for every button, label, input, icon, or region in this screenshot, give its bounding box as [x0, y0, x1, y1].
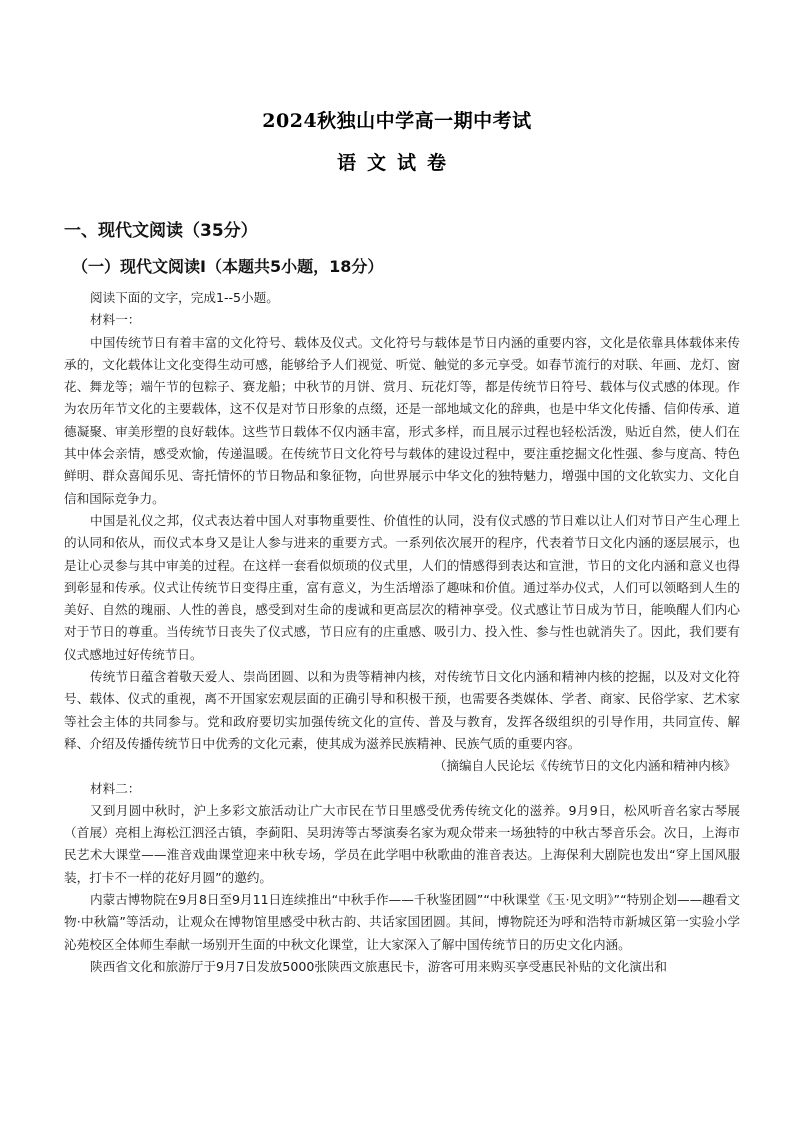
section-heading: 一、现代文阅读（35分）	[64, 221, 258, 241]
material-one-paragraph-1: 中国传统节日有着丰富的文化符号、载体及仪式。文化符号与载体是节日内涵的重要内容，文化是依靠具体载体来传承的，文化载体让文化变得生动可感，能够给予人们视觉、听觉、触觉的多元享受。如春节流行的对联、年画、龙灯、窗花、舞龙等；端午节的包粽子、赛龙船；中秋节的月饼、赏月、玩花灯等，都是传统节日符号、载体与仪式感的体现。作为农历年节文化的主要载体，这不仅是对节日形象的点缀，还是一部地域文化的辞典，也是中华文化传播、信仰传承、道德凝聚、审美形塑的良好载体。这些节日载体不仅内涵丰富，形式多样，而且展示过程也轻松活泼，贴近自然，使人们在其中体会亲情，感受欢愉，传递温暖。在传统节日文化符号与载体的建设过程中，要注重挖掘文化性强、参与度高、特色鲜明、群众喜闻乐见、寄托情怀的节日物品和象征物，向世界展示中华文化的独特魅力，增强中国的文化软实力、文化自信和国际竞争力。	[64, 334, 740, 506]
material-two-paragraph-3: 陕西省文化和旅游厅于9月7日发放5000张陕西文旅惠民卡，游客可用来购买享受惠民补贴的文化演出和	[90, 958, 668, 974]
material-one-source: （摘编自人民论坛《传统节日的文化内涵和精神内核》	[433, 758, 736, 774]
exam-subtitle: 语文试卷	[336, 152, 457, 174]
material-two-label: 材料二：	[90, 780, 141, 796]
material-one-paragraph-3: 传统节日蕴含着敬天爱人、崇尚团圆、以和为贵等精神内核，对传统节日文化内涵和精神内核的挖掘，以及对文化符号、载体、仪式的重视，离不开国家宏观层面的正确引导和积极干预，也需要各类媒体、学者、商家、民俗学家、艺术家等社会主体的共同参与。党和政府要切实加强传统文化的宣传、普及与教育，发挥各级组织的引导作用，共同宣传、解释、介绍及传播传统节日中优秀的文化元素，使其成为滋养民族精神、民族气质的重要内容。	[64, 669, 740, 751]
material-one-paragraph-2: 中国是礼仪之邦，仪式表达着中国人对事物重要性、价值性的认同，没有仪式感的节日难以让人们对节日产生心理上的认同和依从，而仪式本身又是让人参与进来的重要方式。一系列依次展开的程序，代表着节日文化内涵的逐层展示，也是让心灵参与其中审美的过程。在这样一套看似烦琐的仪式里，人们的情感得到表达和宣泄，节日的文化内涵和意义也得到彰显和传承。仪式让传统节日变得庄重，富有意义，为生活增添了趣味和价值。通过举办仪式，人们可以领略到人生的美好、自然的瑰丽、人性的善良，感受到对生命的虔诚和更高层次的精神享受。仪式感让节日成为节日，能唤醒人们内心对于节日的尊重。当传统节日丧失了仪式感，节日应有的庄重感、吸引力、投入性、参与性也就消失了。因此，我们要有仪式感地过好传统节日。	[64, 512, 740, 662]
material-two-paragraph-2: 内蒙古博物院在9月8日至9月11日连续推出“中秋手作——千秋鉴团圆”“中秋课堂《玉·见文明》”“特别企划——趣看文物·中秋篇”等活动，让观众在博物馆里感受中秋古韵、共话家国团圆。其间，博物院还为呼和浩特市新城区第一实验小学沁苑校区全体师生奉献一场别开生面的中秋文化课堂，让大家深入了解中国传统节日的历史文化内涵。	[64, 892, 740, 952]
reading-passage	[64, 287, 740, 978]
instruction: 阅读下面的文字，完成1--5小题。	[90, 290, 279, 305]
exam-title: 2024秋独山中学高一期中考试	[262, 110, 532, 132]
material-one-label: 材料一：	[90, 312, 141, 328]
material-two-paragraph-1: 又到月圆中秋时，沪上多彩文旅活动让广大市民在节日里感受优秀传统文化的滋养。9月9日，松风听音名家古琴展（首展）亮相上海松江泗泾古镇，李蓟阳、吴玥涛等古琴演奏名家为观众带来一场独特的中秋古琴音乐会。次日，上海市民艺术大课堂——淮音戏曲课堂迎来中秋专场，学员在此学唱中秋歌曲的淮音表达。上海保利大剧院也发出“穿上国风服装，打卡不一样的花好月圆”的邀约。	[64, 802, 740, 885]
subsection-heading: （一）现代文阅读Ⅰ（本题共5小题，18分）	[72, 257, 384, 276]
